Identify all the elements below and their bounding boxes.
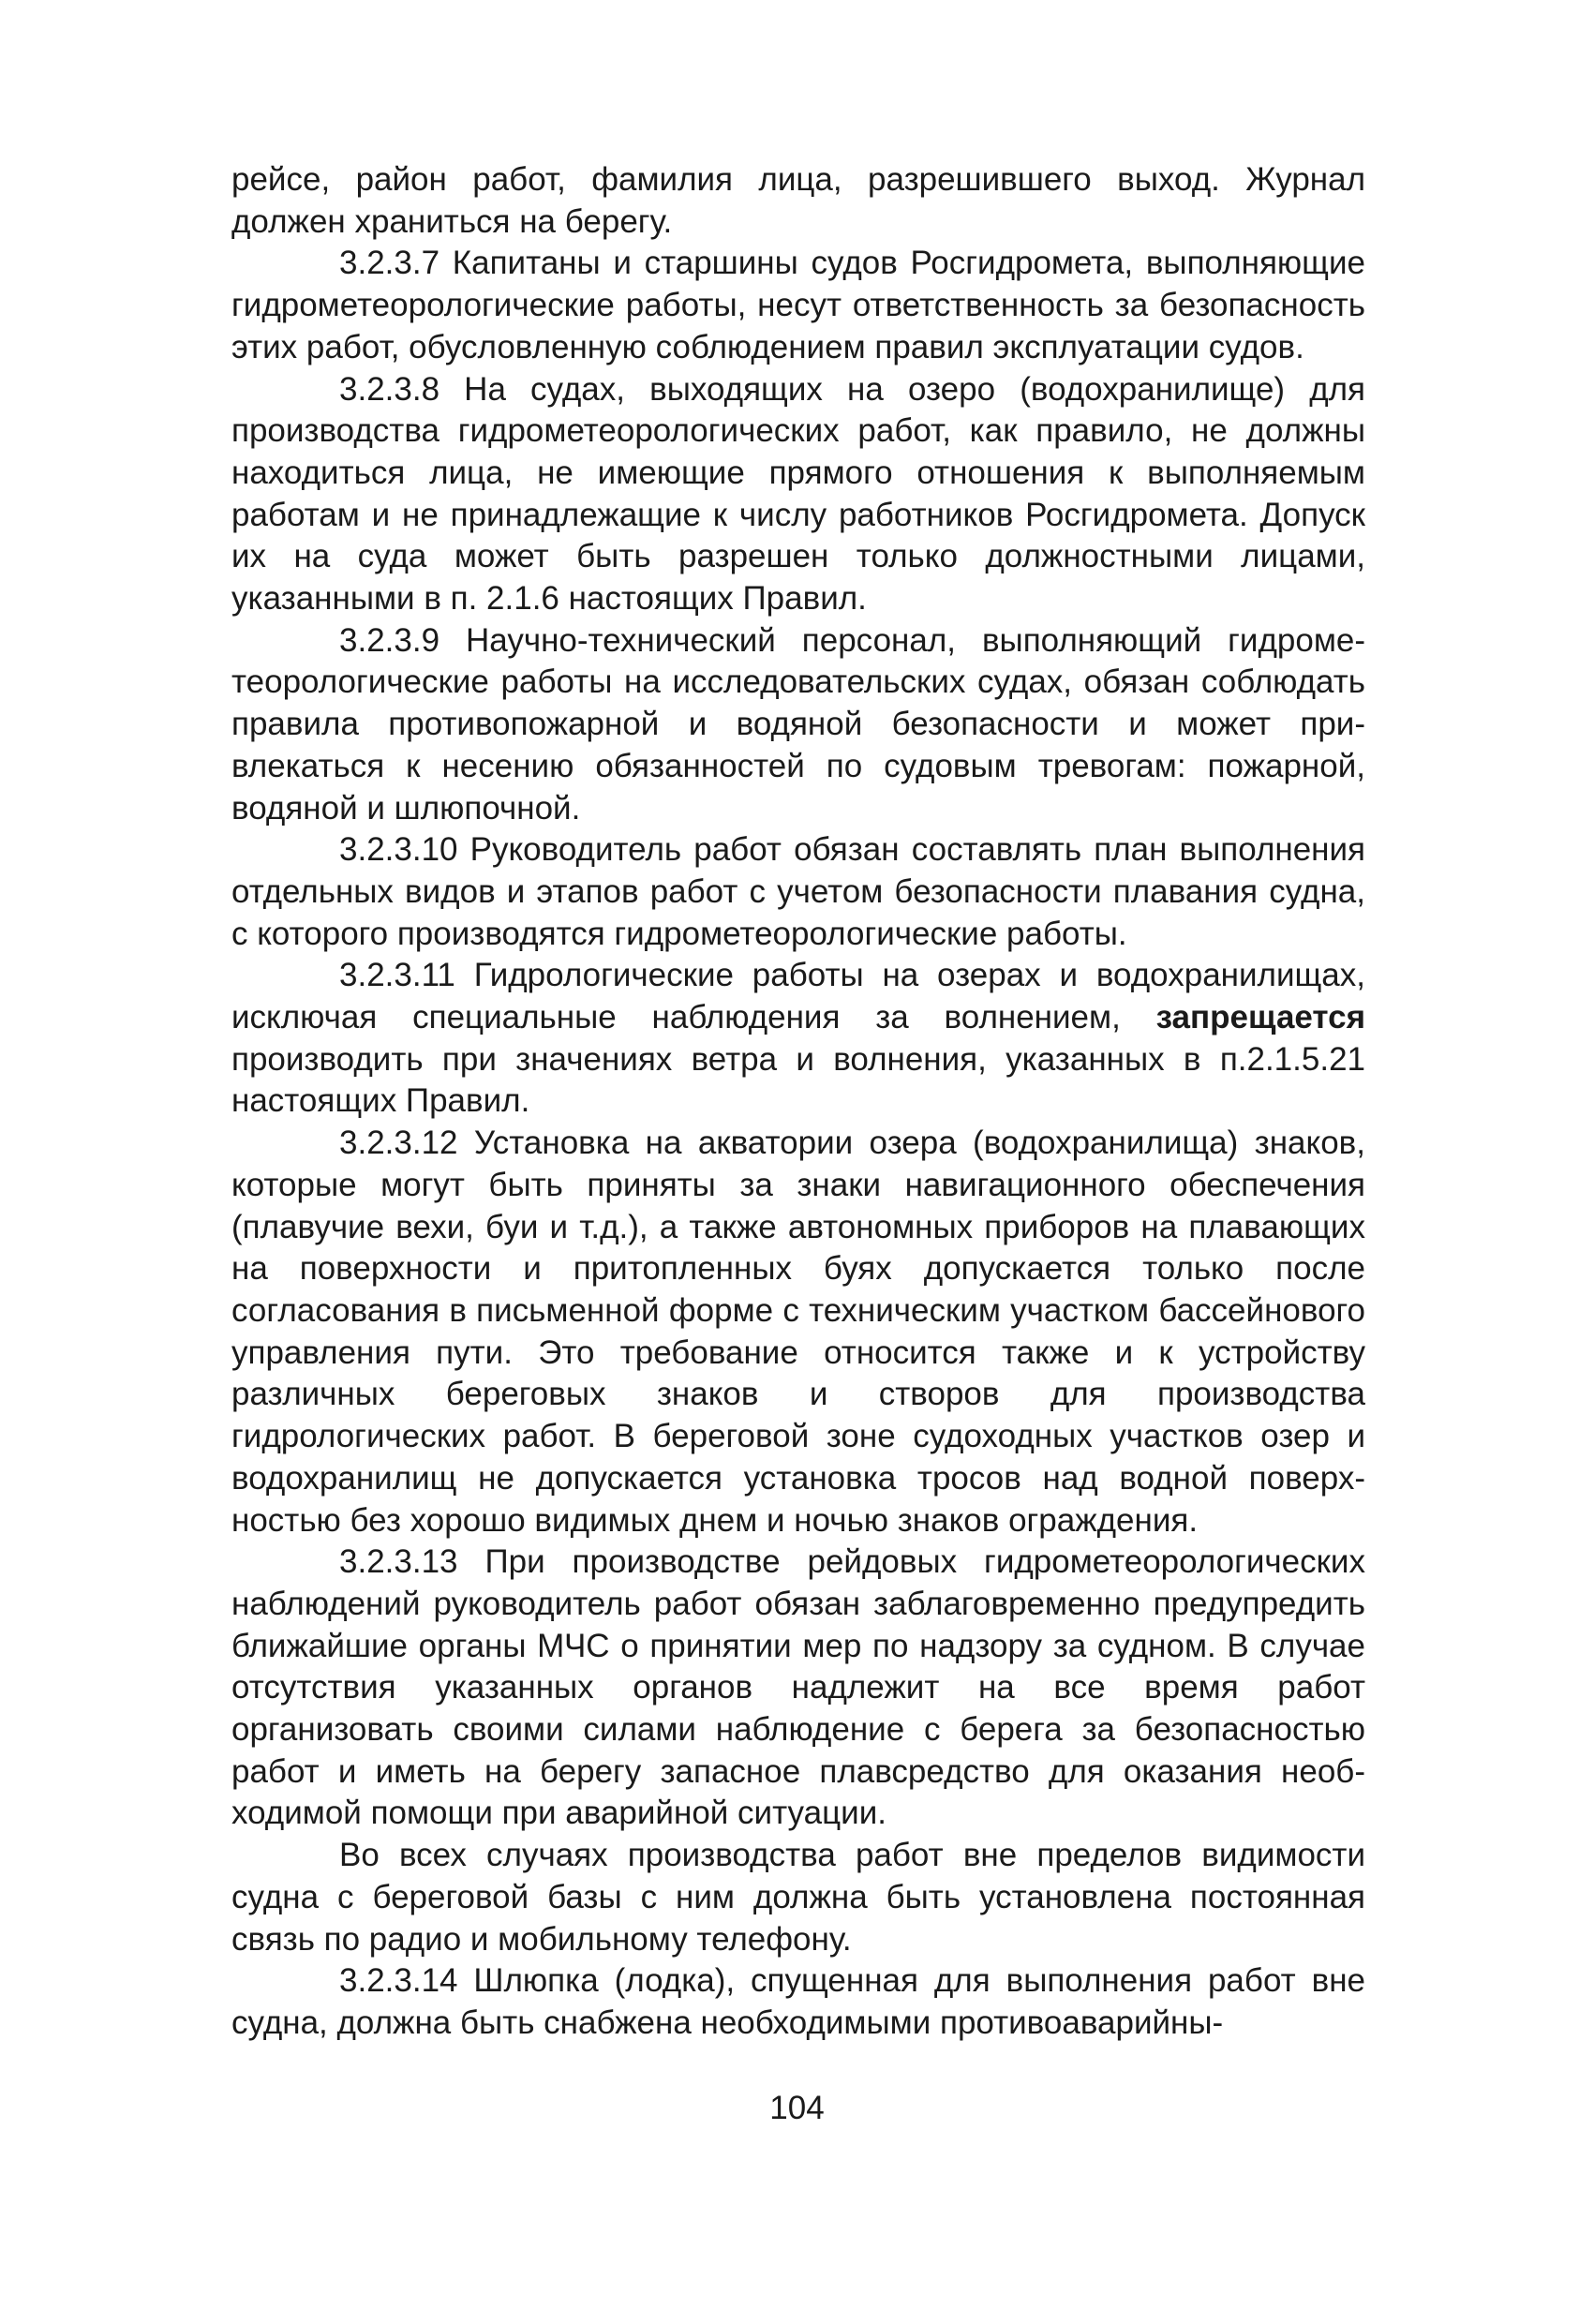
paragraph-3-2-3-9: 3.2.3.9 Научно-технический персонал, выполняющий гидрометеорологические работы на исследовательских судах, обязан соблюдать правила противопожарной и водяной безопасности и может привлекаться к несению обязанностей по судовым тревогам: пожарной, водяной и шлюпочной. bbox=[231, 621, 1365, 827]
page-number: 104 bbox=[769, 2090, 825, 2126]
paragraph-3-2-3-11-tail: производить при значениях ветра и волнения, указанных в п.2.1.5.21 настоящих Правил. bbox=[231, 1040, 1365, 1120]
paragraph-3-2-3-7: 3.2.3.7 Капитаны и старшины судов Росгидромета, выполняющие гидрометеорологические работы, несут ответственность за безопасность этих работ, обусловленную соблюдением правил эксплуатации судов. bbox=[231, 245, 1365, 365]
paragraph-3-2-3-14: 3.2.3.14 Шлюпка (лодка), спущенная для выполнения работ вне судна, должна быть снабжена необходимыми противоаварийны- bbox=[231, 1962, 1365, 2041]
paragraph-3-2-3-13-communication: Во всех случаях производства работ вне пределов видимости судна с береговой базы с ним должна быть установлена постоянная связь по радио и мобильному телефону. bbox=[231, 1837, 1365, 1958]
page-body bbox=[231, 159, 1365, 2045]
paragraph-3-2-3-12: 3.2.3.12 Установка на акватории озера (водохранилища) знаков, которые могут быть приняты за знаки навигационного обеспечения (плавучие вехи, буи и т.д.), а также автономных приборов на плавающих на поверхности и притопленных буях допускается только после согласования в письменной форме с техническим участком бассейнового управления пути. Это требование относится также и к устройству различных береговых знаков и створов для производства гидрологических работ. В береговой зоне судоходных участков озер и водохранилищ не допускается установка тросов над водной поверхностью без хорошо видимых днем и ночью знаков ограждения. bbox=[231, 1125, 1365, 1539]
paragraph-3-2-3-11-lead: 3.2.3.11 Гидрологические работы на озерах и водохранилищах, исключая специальные наблюдения за волнением, bbox=[231, 957, 1365, 1036]
paragraph-3-2-3-8: 3.2.3.8 На судах, выходящих на озеро (водохранилище) для производства гидрометеорологических работ, как правило, не должны находиться лица, не имеющие прямого отношения к выполняемым работам и не принадлежащие к числу работников Росгидромета. Допуск их на суда может быть разрешен только должностными лицами, указанными в п. 2.1.6 настоящих Правил. bbox=[231, 370, 1365, 618]
emphasis-prohibited: запрещается bbox=[1155, 999, 1365, 1036]
paragraph-3-2-3-13: 3.2.3.13 При производстве рейдовых гидрометеорологических наблюдений руководитель работ обязан заблаговременно предупредить ближайшие органы МЧС о принятии мер по надзору за судном. В случае отсутствия указанных органов надлежит на все время работ организовать своими силами наблюдение с берега за безопасностью работ и иметь на берегу запасное плавсредство для оказания необходимой помощи при аварийной ситуации. bbox=[231, 1543, 1365, 1832]
paragraph-3-2-3-10: 3.2.3.10 Руководитель работ обязан составлять план выполнения отдельных видов и этапов работ с учетом безопасности плавания судна, с которого производятся гидрометеорологические работы. bbox=[231, 831, 1365, 952]
paragraph-continuation: рейсе, район работ, фамилия лица, разрешившего выход. Журнал должен храниться на берегу. bbox=[231, 161, 1365, 240]
paragraph-3-2-3-11 bbox=[231, 955, 1365, 1123]
